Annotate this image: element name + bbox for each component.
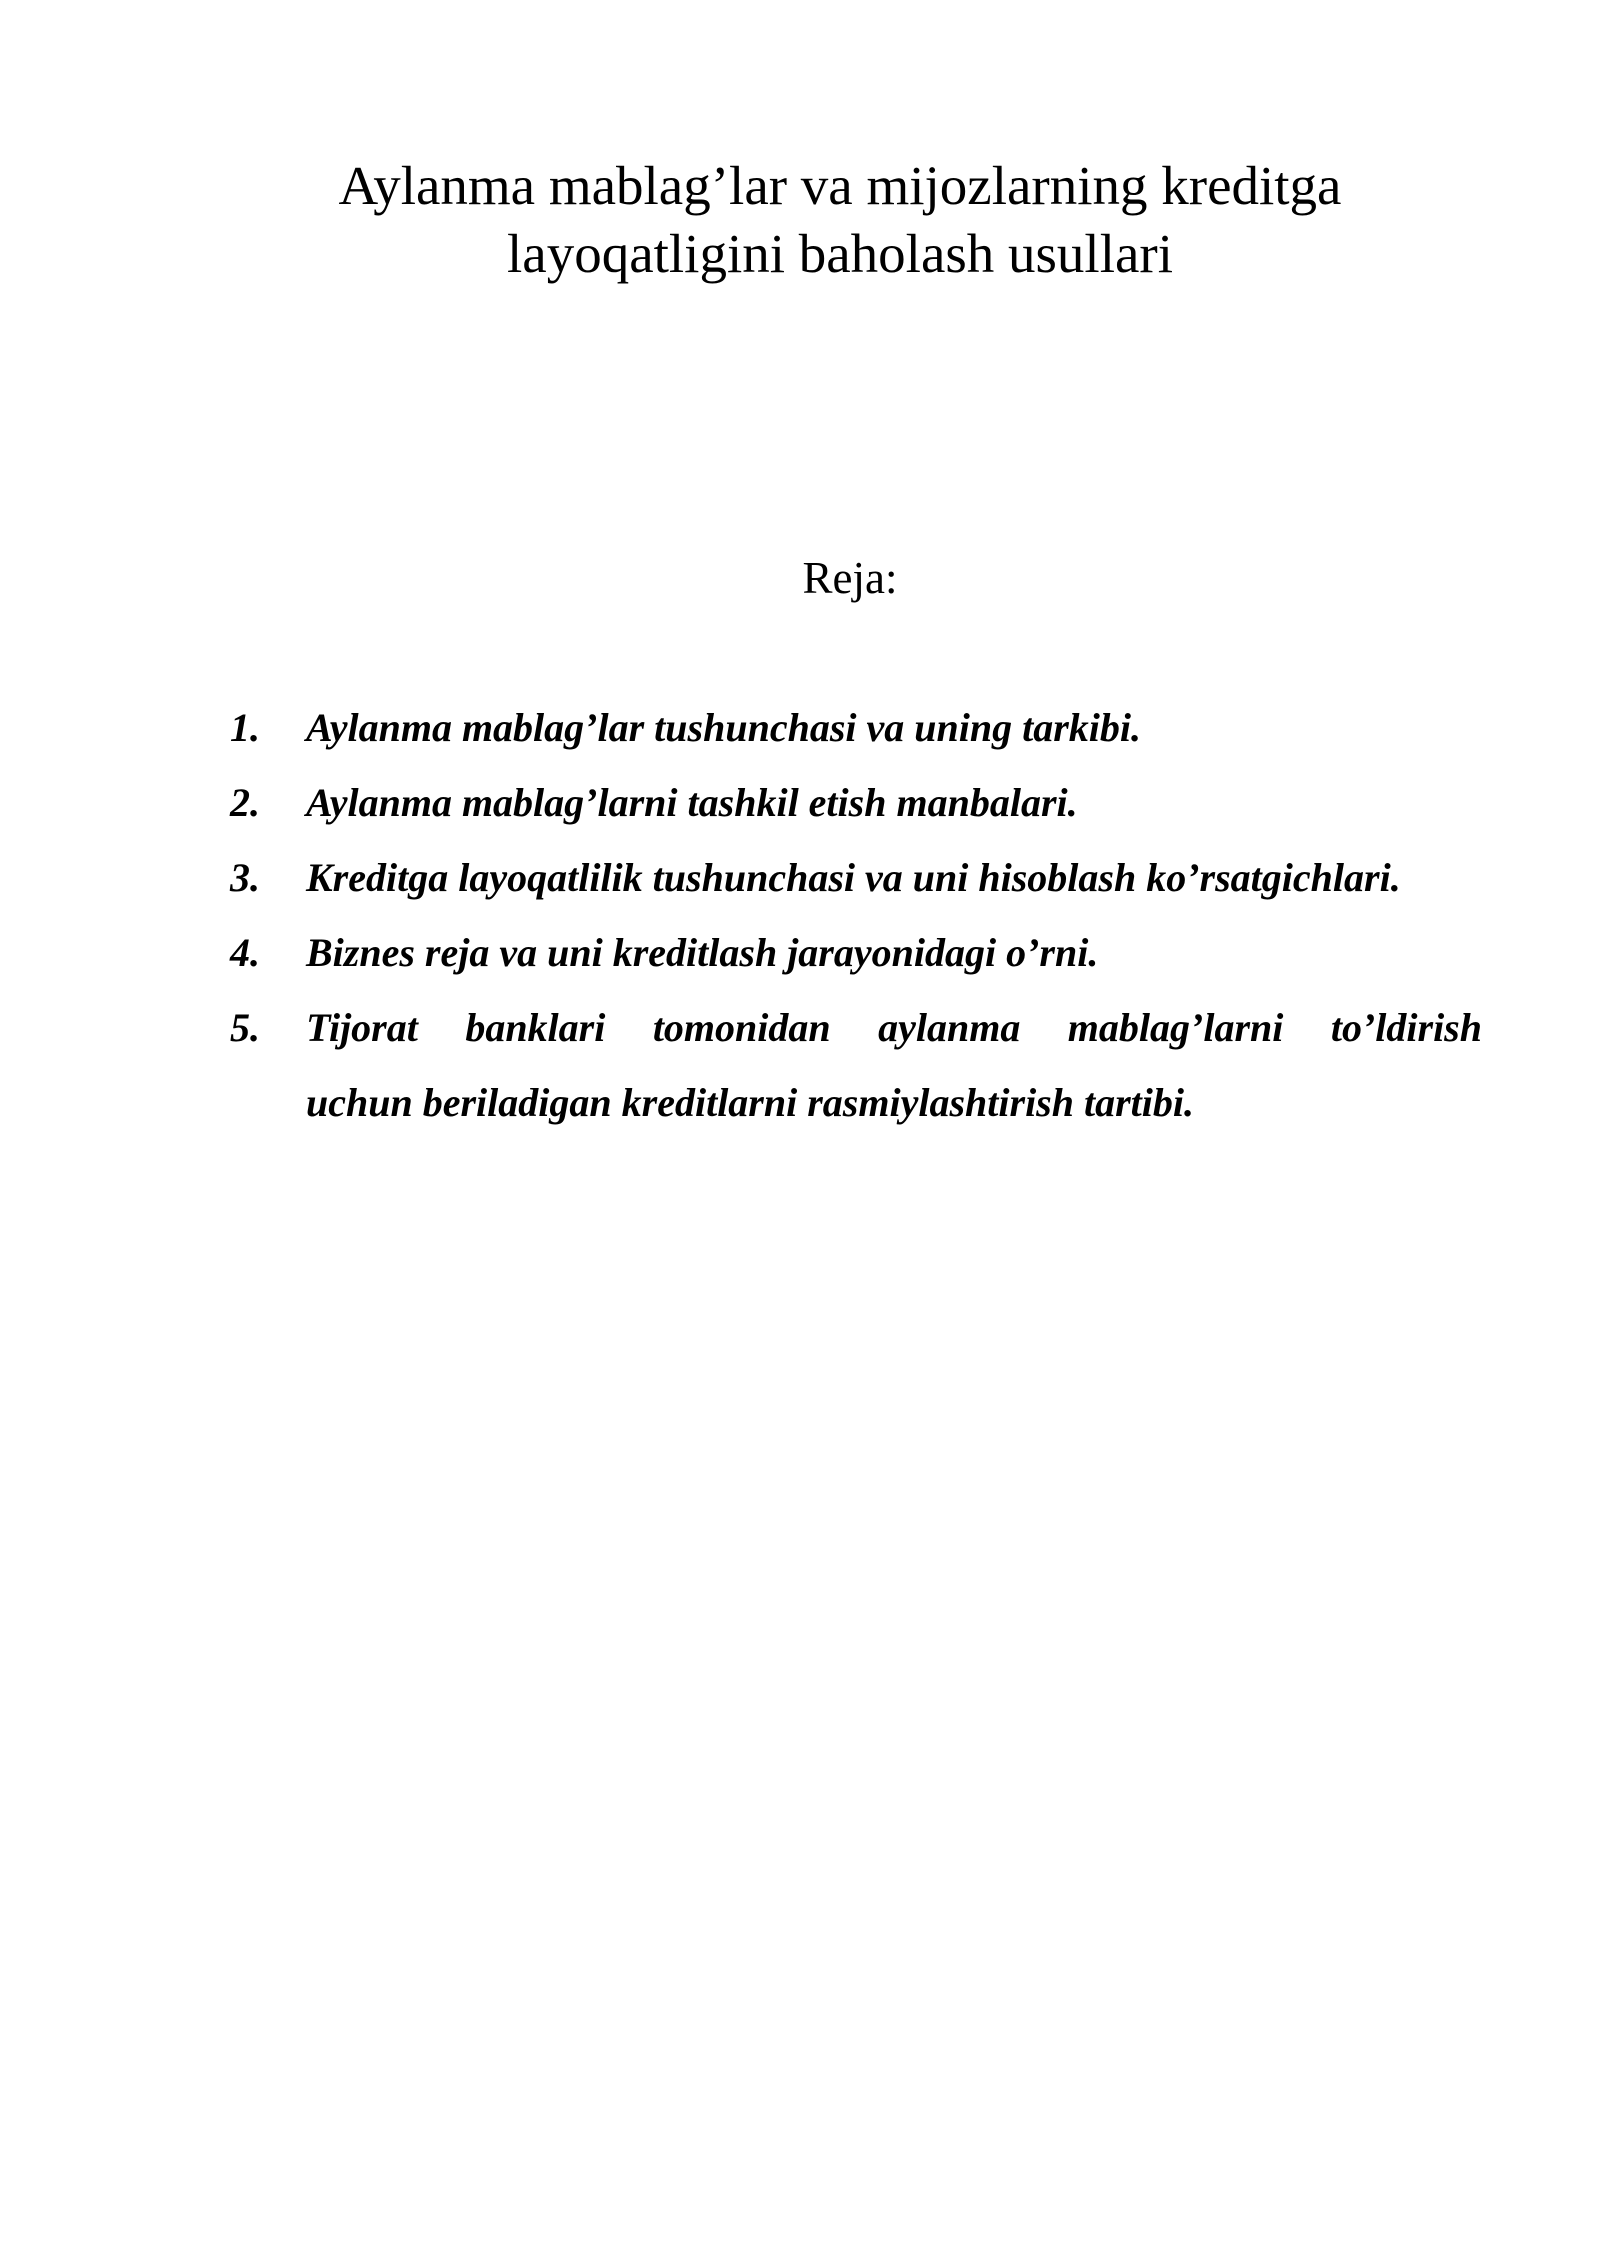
plan-item-4 (230, 915, 1482, 990)
plan-heading: Reja: (802, 553, 898, 603)
plan-item-number: 4. (230, 930, 260, 975)
document-title-line-2: layoqatligini baholash usullari (507, 223, 1173, 284)
plan-item-number: 2. (230, 780, 260, 825)
document-title (240, 152, 1440, 288)
plan-item-text-line-1: Tijorat banklari tomonidan aylanma mablag’larni to’ldirish (306, 1005, 1482, 1050)
plan-item-text: Kreditga layoqatlilik tushunchasi va uni hisoblash ko’rsatgichlari. (306, 855, 1401, 900)
plan-item-number: 5. (230, 1005, 260, 1050)
plan-item-3 (230, 840, 1482, 915)
document-title-line-1: Aylanma mablag’lar va mijozlarning kreditga (338, 155, 1342, 216)
plan-item-number: 1. (230, 705, 260, 750)
plan-item-5 (230, 990, 1482, 1140)
plan-item-text: Aylanma mablag’lar tushunchasi va uning tarkibi. (306, 705, 1142, 750)
plan-item-1 (230, 690, 1482, 765)
plan-list (230, 690, 1482, 1140)
plan-item-number: 3. (230, 855, 260, 900)
plan-item-text: Biznes reja va uni kreditlash jarayonidagi o’rni. (306, 930, 1099, 975)
plan-item-2 (230, 765, 1482, 840)
plan-item-text-line-2: uchun beriladigan kreditlarni rasmiylashtirish tartibi. (306, 1080, 1195, 1125)
plan-item-text: Aylanma mablag’larni tashkil etish manbalari. (306, 780, 1078, 825)
